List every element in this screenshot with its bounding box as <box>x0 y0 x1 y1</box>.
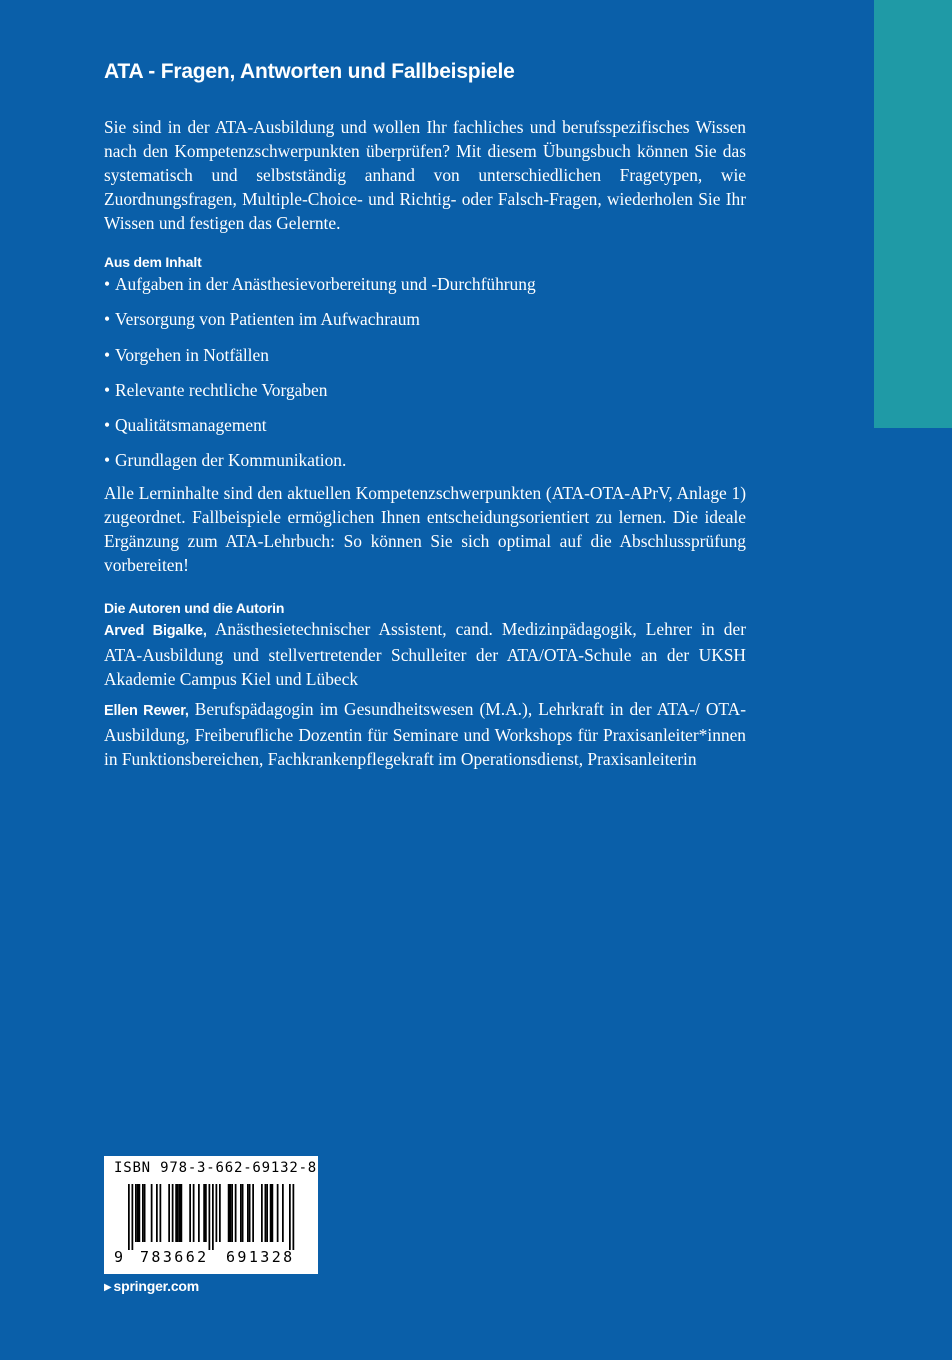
accent-strip <box>874 0 952 428</box>
isbn-label: ISBN 978-3-662-69132-8 <box>114 1160 318 1176</box>
list-item-text: Vorgehen in Notfällen <box>115 344 269 365</box>
barcode-bar <box>160 1184 162 1242</box>
barcode-bar <box>231 1184 233 1242</box>
authors-heading: Die Autoren und die Autorin <box>104 599 285 616</box>
barcode-bar <box>198 1184 200 1242</box>
ean-left-group: 783662 <box>140 1248 209 1266</box>
barcode-bar <box>265 1184 267 1242</box>
barcode-bar <box>189 1184 191 1242</box>
barcode-bar <box>168 1184 170 1242</box>
publisher-link[interactable] <box>104 1278 199 1294</box>
list-item <box>104 378 746 402</box>
barcode-bar <box>216 1184 218 1242</box>
contents-heading: Aus dem Inhalt <box>104 254 202 270</box>
barcode-bar <box>175 1184 177 1242</box>
barcode-bar <box>289 1184 291 1250</box>
arrow-right-icon: ▶ <box>104 1282 112 1293</box>
bullet-icon: • <box>104 415 111 436</box>
list-item-text: Relevante rechtliche Vorgaben <box>115 379 328 400</box>
isbn-barcode <box>104 1156 318 1274</box>
bullet-icon: • <box>104 379 111 400</box>
barcode-bar <box>135 1184 137 1242</box>
author-entry <box>104 617 746 691</box>
barcode-bar <box>151 1184 153 1242</box>
ean-first-digit: 9 <box>114 1248 124 1266</box>
author-bio: Anästhesietechnischer Assistent, cand. Medizinpädagogik, Lehrer in der ATA-Ausbildung und stellvertretender Schulleiter der ATA/OTA-Schule an der UKSH Akademie Campus Kiel und Lübeck <box>104 618 747 689</box>
barcode-bar <box>209 1184 211 1250</box>
back-cover-text <box>104 60 746 771</box>
barcode-bar <box>272 1184 274 1242</box>
ean-right-group: 691328 <box>226 1248 295 1266</box>
list-item <box>104 272 746 296</box>
barcode-bar <box>142 1184 144 1242</box>
barcode-bar <box>137 1184 139 1242</box>
barcode-bar <box>139 1184 141 1242</box>
bullet-icon: • <box>104 309 111 330</box>
bullet-icon: • <box>104 344 111 365</box>
list-item <box>104 343 746 367</box>
barcode-bar <box>247 1184 249 1242</box>
barcode-bar <box>249 1184 251 1242</box>
barcode-bar <box>156 1184 158 1242</box>
bullet-icon: • <box>104 274 111 294</box>
barcode-bar <box>205 1184 207 1242</box>
author-entry <box>104 697 746 771</box>
barcode-bar <box>230 1184 232 1242</box>
barcode-bar <box>282 1184 284 1242</box>
barcode-bar <box>242 1184 244 1242</box>
barcode-bar <box>228 1184 230 1242</box>
barcode-bar <box>144 1184 146 1242</box>
list-item-text: Aufgaben in der Anästhesievorbereitung und -Durchführung <box>115 274 536 294</box>
barcode-bar <box>212 1184 214 1250</box>
barcode-bar <box>181 1184 183 1242</box>
list-item <box>104 448 746 472</box>
barcode-bar <box>293 1184 295 1250</box>
barcode-bar <box>177 1184 179 1242</box>
list-item-text: Qualitätsmanagement <box>115 415 267 436</box>
author-name: Arved Bigalke, <box>104 622 207 639</box>
barcode-bar <box>132 1184 134 1250</box>
list-item-text: Versorgung von Patienten im Aufwachraum <box>115 309 420 330</box>
list-item <box>104 307 746 331</box>
author-name: Ellen Rewer, <box>104 702 189 719</box>
barcode-bar <box>203 1184 205 1242</box>
summary-paragraph: Alle Lerninhalte sind den aktuellen Kompetenzschwerpunkten (ATA-OTA-APrV, Anlage 1) zugeordnet. Fallbeispiele ermöglichen Ihnen entscheidungsorientiert zu lernen. Die ideale Ergänzung zum ATA-Lehrbuch: So können Sie sich optimal auf die Abschlussprüfung vorbereiten! <box>104 482 746 575</box>
barcode-bar <box>235 1184 237 1242</box>
list-item <box>104 413 746 437</box>
intro-paragraph: Sie sind in der ATA-Ausbildung und wollen Ihr fachliches und berufsspezifisches Wissen nach den Kompetenzschwerpunkten überprüfen? Mit diesem Übungsbuch können Sie das systematisch und selbstständig anhand von unterschiedlichen Fragetypen, wie Zuordnungsfragen, Multiple-Choice- und Richtig- oder Falsch-Fragen, wiederholen Sie Ihr Wissen und festigen das Gelernte. <box>104 117 746 233</box>
author-bio: Berufspädagogin im Gesundheitswesen (M.A.), Lehrkraft in der ATA-/ OTA-Ausbildung, Freiberufliche Dozentin für Seminare und Workshops für Praxisanleiter*innen in Funktionsbereichen, Fachkrankenpflegekraft im Operationsdienst, Praxisanleiterin <box>104 698 746 769</box>
barcode-bar <box>270 1184 272 1242</box>
barcode-bar <box>252 1184 254 1242</box>
barcode-bar <box>172 1184 174 1242</box>
barcode-bar <box>193 1184 195 1242</box>
barcode-bar <box>240 1184 242 1242</box>
list-item-text: Grundlagen der Kommunikation. <box>115 450 347 471</box>
barcode-bar <box>277 1184 279 1242</box>
publisher-url: springer.com <box>113 1278 200 1294</box>
book-title: ATA - Fragen, Antworten und Fallbeispiele <box>104 60 515 83</box>
barcode-bars <box>114 1184 308 1252</box>
bullet-icon: • <box>104 450 111 471</box>
barcode-bar <box>219 1184 221 1242</box>
barcode-bar <box>128 1184 130 1250</box>
barcode-bar <box>261 1184 263 1242</box>
barcode-bar <box>179 1184 181 1242</box>
barcode-bar <box>266 1184 268 1242</box>
contents-list <box>104 272 746 472</box>
